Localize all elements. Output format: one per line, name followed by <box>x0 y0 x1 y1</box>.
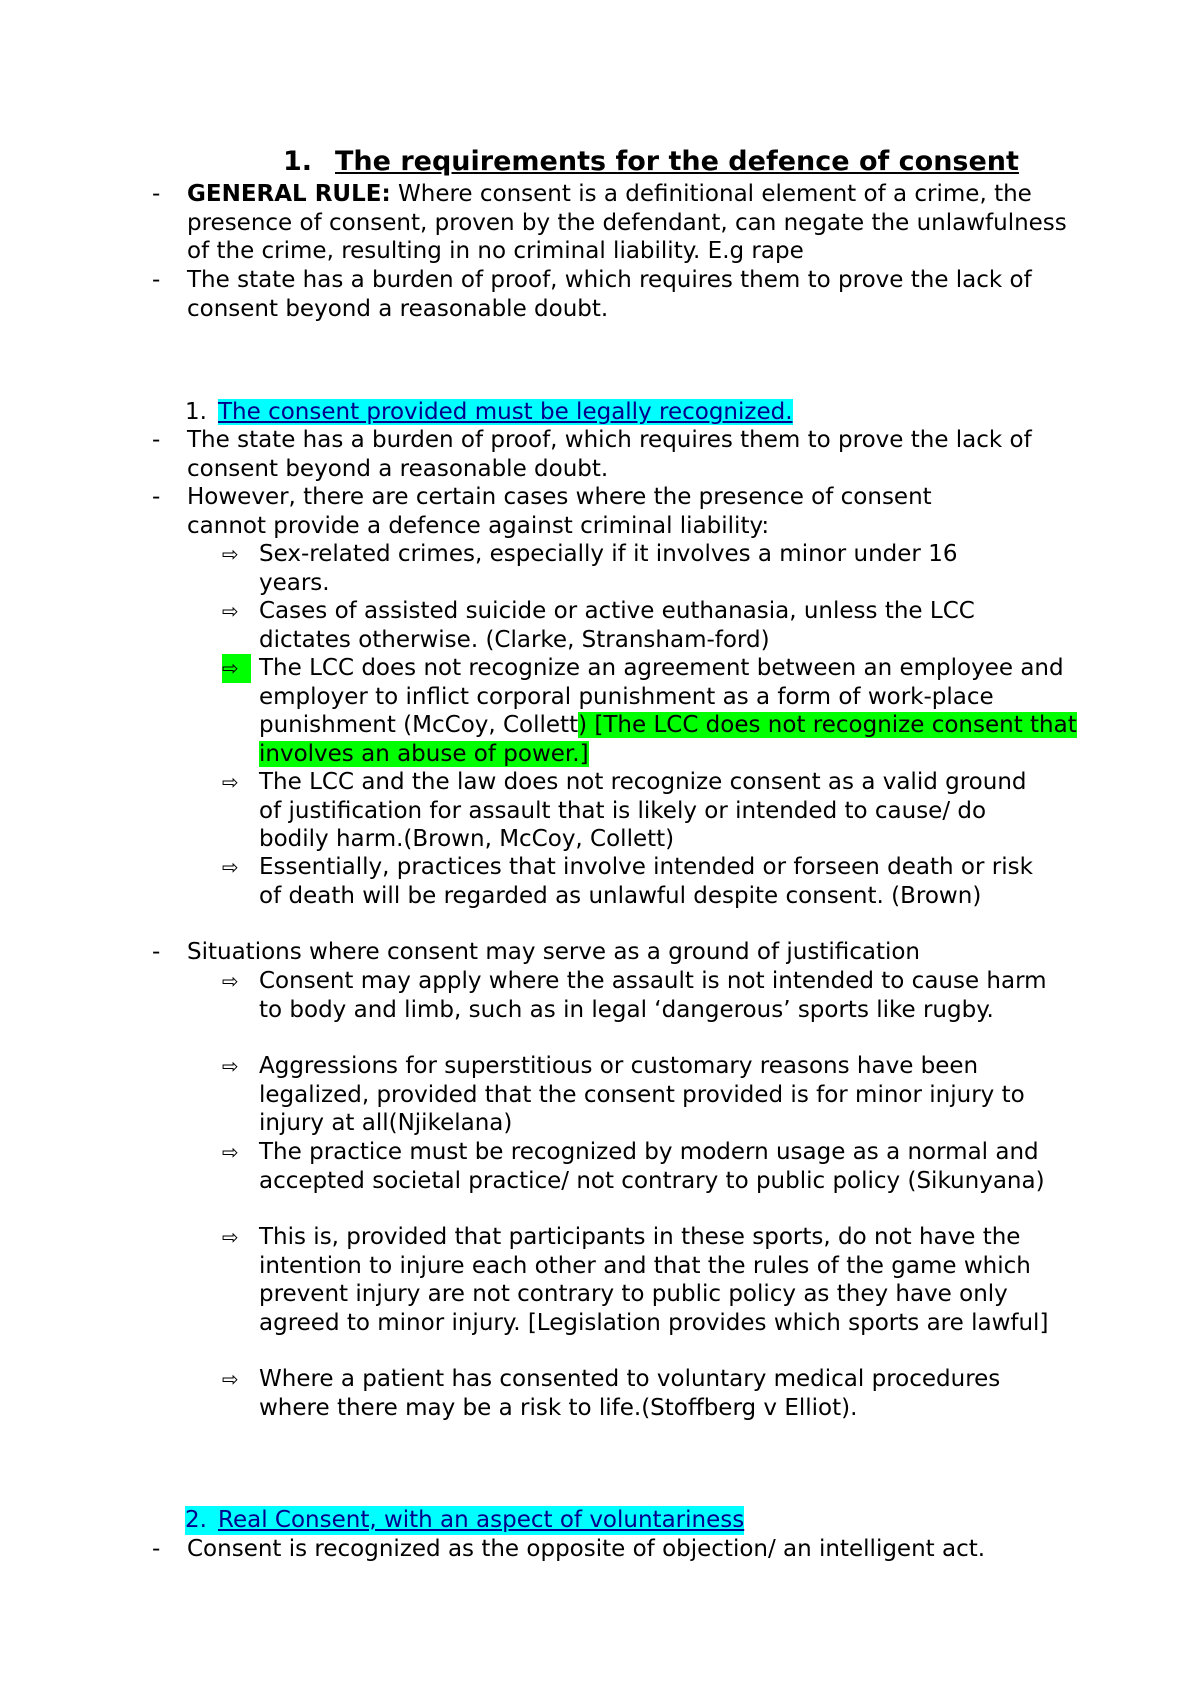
case-item <box>222 597 1072 654</box>
section-1-title: The consent provided must be legally recognized. <box>218 399 793 425</box>
case-item <box>222 768 1072 854</box>
dash-bullet: - <box>152 181 161 207</box>
situation-text: The practice must be recognized by modern usage as a normal and accepted societal practice/ not contrary to public policy (Sikunyana) <box>259 1139 1045 1194</box>
dash-bullet: - <box>152 427 161 453</box>
title-number: 1. <box>283 146 313 177</box>
section-1-point <box>152 483 1052 540</box>
burden-of-proof-text: The state has a burden of proof, which requires them to prove the lack of consent beyond a reasonable doubt. <box>187 267 1032 322</box>
dash-bullet: - <box>152 1536 161 1562</box>
section-1-heading <box>185 398 793 427</box>
case-item <box>222 654 1077 768</box>
arrow-icon: ⇨ <box>222 1140 239 1164</box>
arrow-icon: ⇨ <box>222 599 239 623</box>
section-1-point-text: However, there are certain cases where the presence of consent cannot provide a defence against criminal liability: <box>187 484 932 539</box>
arrow-icon: ⇨ <box>222 855 239 879</box>
situations-text: Situations where consent may serve as a ground of justification <box>187 939 921 965</box>
case-text: The LCC does not recognize an agreement between an employee and employer to inflict corporal punishment as a form of work-place punishment (McCoy, Collett <box>259 655 1064 738</box>
situation-text: Where a patient has consented to voluntary medical procedures where there may be a risk to life.(Stoffberg v Elliot). <box>259 1366 1001 1421</box>
section-2-number: 2. <box>185 1507 207 1533</box>
arrow-icon: ⇨ <box>222 542 239 566</box>
arrow-icon: ⇨ <box>222 969 239 993</box>
arrow-icon: ⇨ <box>222 654 251 683</box>
page-title <box>283 146 1019 178</box>
case-text: Sex-related crimes, especially if it involves a minor under 16 years. <box>259 541 958 596</box>
section-1-point <box>152 426 1052 483</box>
burden-of-proof-item <box>152 266 1052 323</box>
arrow-icon: ⇨ <box>222 1367 239 1391</box>
situation-item <box>222 1365 1072 1422</box>
section-2-point-text: Consent is recognized as the opposite of objection/ an intelligent act. <box>187 1536 986 1562</box>
general-rule-label: GENERAL RULE: <box>187 181 391 207</box>
situation-item <box>222 1223 1072 1337</box>
section-1-number: 1. <box>185 399 207 425</box>
title-text: The requirements for the defence of consent <box>335 146 1019 177</box>
case-text: The LCC and the law does not recognize consent as a valid ground of justification for assault that is likely or intended to cause/ do bodily harm.(Brown, McCoy, Collett) <box>259 769 1027 852</box>
case-highlight: ) [The LCC does not recognize consent that involves an abuse of power.] <box>259 712 1077 767</box>
dash-bullet: - <box>152 484 161 510</box>
case-item <box>222 540 1072 597</box>
situations-item <box>152 938 1052 967</box>
situation-item <box>222 1138 1072 1195</box>
dash-bullet: - <box>152 939 161 965</box>
situation-text: This is, provided that participants in these sports, do not have the intention to injure each other and that the rules of the game which prevent injury are not contrary to public policy as they have only agreed to minor injury. [Legislation provides which sports are lawful] <box>259 1224 1049 1336</box>
situation-item <box>222 967 1072 1024</box>
case-text: Essentially, practices that involve intended or forseen death or risk of death will be regarded as unlawful despite consent. (Brown) <box>259 854 1033 909</box>
section-2-point <box>152 1535 1052 1564</box>
general-rule-text: Where consent is a definitional element of a crime, the presence of consent, proven by the defendant, can negate the unlawfulness of the crime, resulting in no criminal liability. E.g rape <box>187 181 1067 264</box>
case-item <box>222 853 1072 910</box>
dash-bullet: - <box>152 267 161 293</box>
case-text: Cases of assisted suicide or active euthanasia, unless the LCC dictates otherwise. (Clarke, Stransham-ford) <box>259 598 975 653</box>
arrow-icon: ⇨ <box>222 770 239 794</box>
arrow-icon: ⇨ <box>222 1225 239 1249</box>
situation-text: Consent may apply where the assault is not intended to cause harm to body and limb, such as in legal ‘dangerous’ sports like rugby. <box>259 968 1047 1023</box>
arrow-icon: ⇨ <box>222 1054 239 1078</box>
general-rule-item <box>152 180 1067 266</box>
section-2-heading <box>185 1506 744 1535</box>
section-2-title: Real Consent, with an aspect of voluntariness <box>218 1507 745 1533</box>
situation-text: Aggressions for superstitious or customary reasons have been legalized, provided that the consent provided is for minor injury to injury at all(Njikelana) <box>259 1053 1025 1136</box>
situation-item <box>222 1052 1072 1138</box>
section-1-point-text: The state has a burden of proof, which requires them to prove the lack of consent beyond a reasonable doubt. <box>187 427 1032 482</box>
